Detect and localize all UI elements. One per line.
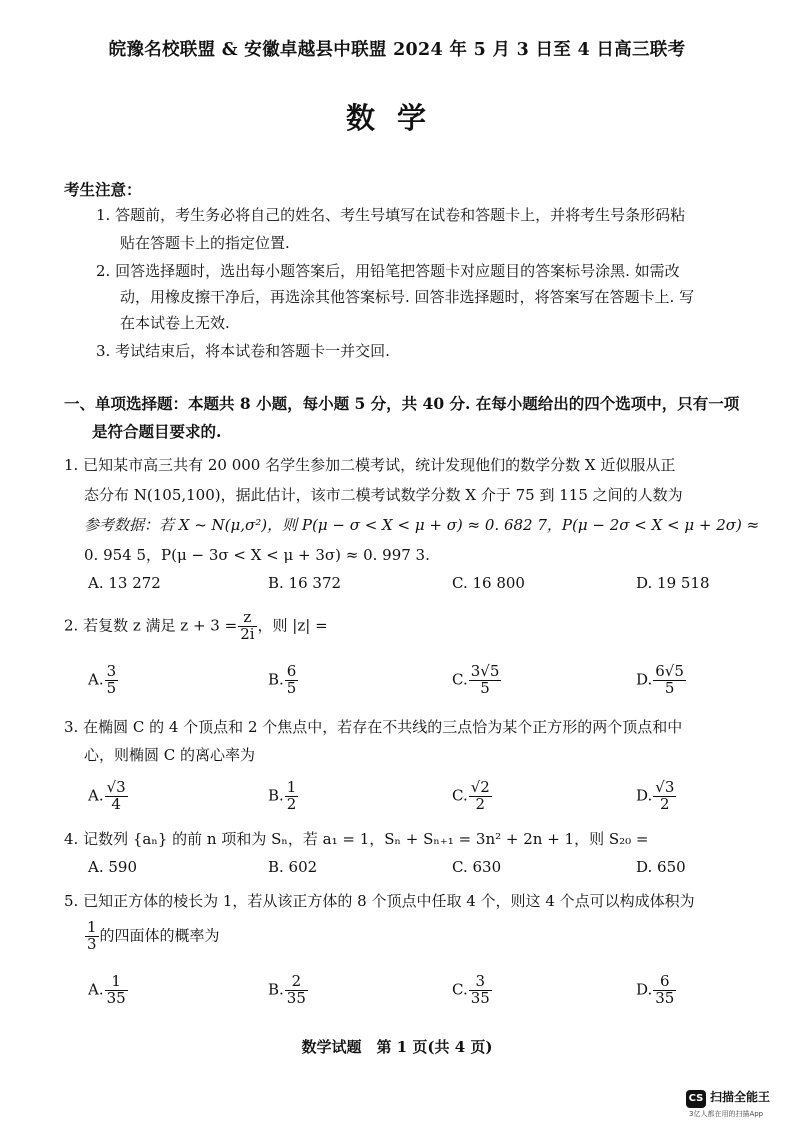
q3-option-d: D. $\frac{√3}{2}$ bbox=[636, 778, 675, 813]
subject-title: 数学 bbox=[345, 101, 448, 135]
q3-line-1: 3. 在椭圆 C 的 4 个顶点和 2 个焦点中，若存在不共线的三点恰为某个正方形的两个顶点和中 bbox=[64, 718, 683, 736]
watermark-tagline: 3亿人都在用的扫描App bbox=[689, 1110, 764, 1118]
q1-line-2: 态分布 N(105,100)，据此估计，该市二模考试数学分数 X 介于 75 到 115 之间的人数为 bbox=[84, 486, 683, 504]
q2-option-c: C. $\frac{3√5}{5}$ bbox=[452, 662, 500, 697]
q5-option-b: B. $\frac{2}{35}$ bbox=[268, 972, 306, 1007]
section-heading-line-1: 一、单项选择题：本题共 8 小题，每小题 5 分，共 40 分. 在每小题给出的四个选项中，只有一项 bbox=[64, 394, 740, 413]
q2-option-a: A. $\frac{3}{5}$ bbox=[88, 662, 117, 697]
q5-option-a: A. $\frac{1}{35}$ bbox=[88, 972, 126, 1007]
q1-option-d: D. 19 518 bbox=[636, 574, 710, 592]
watermark-name: 扫描全能王 bbox=[710, 1090, 771, 1104]
q1-option-c: C. 16 800 bbox=[452, 574, 525, 592]
q2-stem-post: ，则 |z| = bbox=[257, 616, 328, 635]
q3-option-c: C. $\frac{√2}{2}$ bbox=[452, 778, 490, 813]
q2-stem-fraction bbox=[238, 610, 256, 643]
page-footer: 数学试题 第 1 页(共 4 页) bbox=[301, 1038, 493, 1056]
notice-line-2: 贴在答题卡上的指定位置. bbox=[120, 234, 290, 252]
q4-option-a: A. 590 bbox=[88, 858, 137, 876]
q1-line-3: 参考数据：若 X ~ N(μ,σ²)，则 P(μ − σ < X < μ + σ) ≈ 0. 682 7，P(μ − 2σ < X < μ + 2σ) ≈ bbox=[84, 516, 760, 534]
q5-option-c: C. $\frac{3}{35}$ bbox=[452, 972, 490, 1007]
section-heading-line-2: 是符合题目要求的. bbox=[92, 422, 222, 441]
q5-line-1: 5. 已知正方体的棱长为 1，若从该正方体的 8 个顶点中任取 4 个，则这 4 个点可以构成体积为 bbox=[64, 892, 695, 910]
camscanner-logo-icon: CS bbox=[686, 1090, 706, 1108]
notice-line-5: 在本试卷上无效. bbox=[120, 314, 230, 332]
q1-option-b: B. 16 372 bbox=[268, 574, 342, 592]
q2-frac-den: 2i bbox=[240, 624, 255, 643]
q2-option-b: B. $\frac{6}{5}$ bbox=[268, 662, 297, 697]
q5-line-2: $\frac{1}{3}$ 的四面体的概率为 bbox=[87, 918, 220, 953]
q4-option-d: D. 650 bbox=[636, 858, 686, 876]
q2-stem bbox=[64, 610, 328, 643]
q1-option-a: A. 13 272 bbox=[88, 574, 161, 592]
q2-frac-num: z bbox=[238, 610, 256, 627]
exam-header-title: 皖豫名校联盟 & 安徽卓越县中联盟 2024 年 5 月 3 日至 4 日高三联考 bbox=[108, 40, 686, 60]
q4-line-1: 4. 记数列 {aₙ} 的前 n 项和为 Sₙ，若 a₁ = 1，Sₙ + Sₙ₊₁ = 3n² + 2n + 1，则 S₂₀ = bbox=[64, 830, 649, 848]
q4-option-c: C. 630 bbox=[452, 858, 502, 876]
notice-line-1: 1. 答题前，考生务必将自己的姓名、考生号填写在试卷和答题卡上，并将考生号条形码粘 bbox=[96, 206, 686, 224]
q2-stem-pre: 2. 若复数 z 满足 z + 3 = bbox=[64, 616, 238, 635]
q3-line-2: 心，则椭圆 C 的离心率为 bbox=[84, 746, 256, 764]
q2-option-d: D. $\frac{6√5}{5}$ bbox=[636, 662, 684, 697]
q1-line-1: 1. 已知某市高三共有 20 000 名学生参加二模考试，统计发现他们的数学分数 X 近似服从正 bbox=[64, 456, 676, 474]
notice-heading: 考生注意： bbox=[64, 180, 142, 199]
notice-line-6: 3. 考试结束后，将本试卷和答题卡一并交回. bbox=[96, 342, 390, 360]
notice-line-4: 动，用橡皮擦干净后，再选涂其他答案标号. 回答非选择题时，将答案写在答题卡上. 写 bbox=[120, 288, 695, 306]
q3-option-a: A. $\frac{√3}{4}$ bbox=[88, 778, 126, 813]
q3-option-b: B. $\frac{1}{2}$ bbox=[268, 778, 297, 813]
q1-line-4: 0. 954 5，P(μ − 3σ < X < μ + 3σ) ≈ 0. 997 3. bbox=[84, 546, 430, 564]
q5-option-d: D. $\frac{6}{35}$ bbox=[636, 972, 675, 1007]
notice-line-3: 2. 回答选择题时，选出每小题答案后，用铅笔把答题卡对应题目的答案标号涂黑. 如需改 bbox=[96, 262, 680, 280]
q4-option-b: B. 602 bbox=[268, 858, 318, 876]
